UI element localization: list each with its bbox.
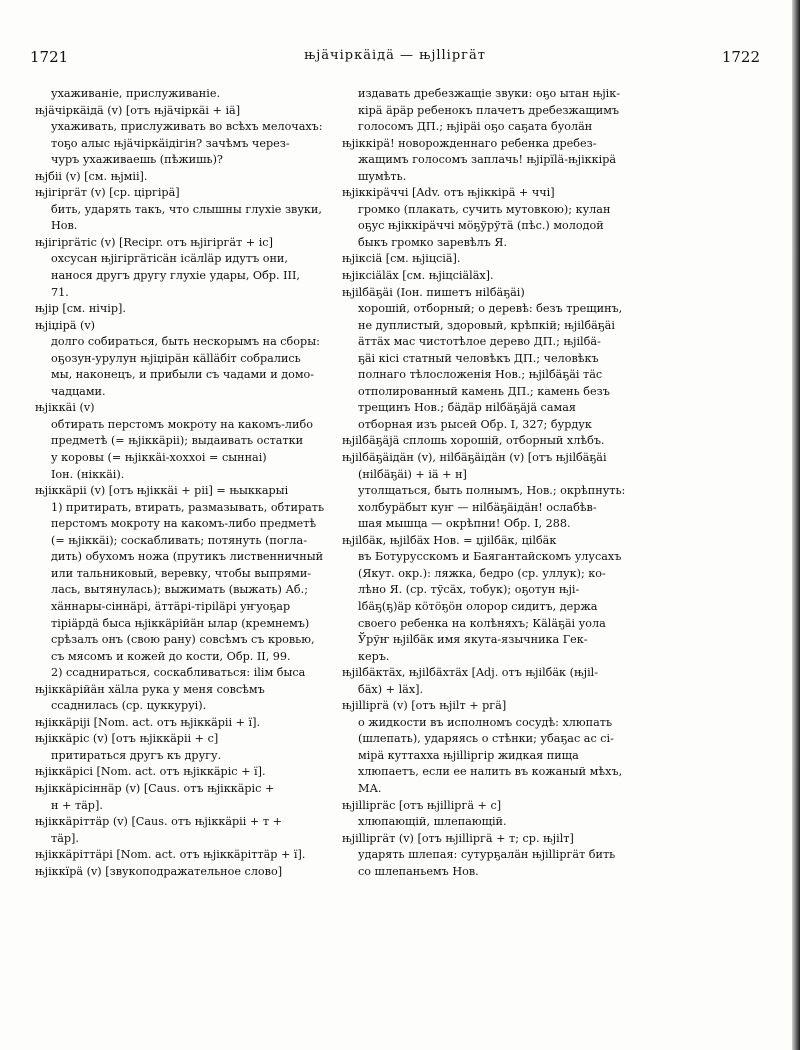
text-line: хлюпаетъ, если ее налить въ кожаный мѣхъ, [358,765,623,779]
text-line: притираться другъ къ другу. [51,748,222,762]
text-line: њјігіргäтіс (v) [Recipr. отъ њјігіргäт + іс] [35,235,273,249]
text-line: њјіккїрä (v) [звукоподражательное слово] [35,864,283,878]
text-line: долго собираться, быть нескорымъ на сборы: [51,335,320,349]
text-line: голосомъ ДП.; њјірäі оҕо саҕата буолäн [358,120,593,134]
text-line: Нов. [51,219,78,233]
text-line: трещинъ Нов.; бäдäр нilбäҕäјä самая [358,401,576,415]
text-line: њјіlliргäс [отъ њјіlliргä + с] [342,798,502,812]
text-line: н + тäр]. [51,798,103,812]
text-line: быкъ громко заревѣлъ Я. [358,235,508,249]
text-line: lбäҕ(ҕ)äр кöтöҕöн олорор сидитъ, держа [358,599,598,613]
text-line: Іон. (ніккäі). [51,467,125,481]
text-line: мы, наконецъ, и прибыли съ чадами и домо- [51,368,315,382]
text-line: оҕозун-урулун њјіџірäн кälläбіт собрались [51,351,301,365]
text-line: ухаживаніе, прислуживаніе. [51,87,221,100]
page-edge-shadow [792,0,800,1050]
text-line: охсусан њјігіргäтісäн ісäлläр идутъ они, [51,252,288,266]
text-line: дить) обухомъ ножа (прутикъ лиственничный [51,550,324,564]
text-line: њјіккäріјі [Nom. act. отъ њјіккäріі + ї]. [35,715,261,729]
text-line: МА. [358,781,382,795]
text-line: громко (плакать, сучить мутовкою); кулан [358,202,611,216]
text-line: њјіџірä (v) [35,318,96,332]
text-line: ҕäі кісі статный человѣкъ ДП.; человѣкъ [358,351,599,365]
text-line: њјір [см. нічір]. [35,302,126,316]
page-header [30,48,760,70]
text-line: ссаднилась (ср. цуккуруі). [51,699,207,713]
text-line: њјіlбäҕäідäн (v), нilбäҕäідäн (v) [отъ њјіlбäҕäі [342,451,607,465]
running-head: њјäчіркäідä — њјlliргäт [304,48,486,63]
text-line: утолщаться, быть полнымъ, Нов.; окрѣпнуть: [358,484,626,498]
text-line: њјіlliргä (v) [отъ њјіlт + ргä] [342,699,507,713]
text-line: не дуплистый, здоровый, крѣпкій; њјіlбäҕäі [358,318,615,332]
text-line: нанося другъ другу глухіе удары, Обр. III, [51,269,300,283]
text-line: њјіккäі (v) [35,401,95,415]
text-line: бäх) + läх]. [358,682,424,696]
text-line: (= њјіккäі); соскабливать; потянуть (погла- [51,533,307,547]
text-line: отполированный камень ДП.; камень безъ [358,384,610,398]
text-line: 1) притирать, втирать, размазывать, обтирать [51,500,325,514]
text-line: хлюпающій, шлепающій. [358,815,507,829]
left-column [35,86,335,880]
text-line: лѣно Я. (ср. тўсäх, тобук); оҕотун њјі- [358,583,580,597]
text-line: њјіlбäктäх, њјіlбäхтäх [Adj. отъ њјіlбäк (њјіl- [342,666,599,680]
text-line: у коровы (= њјіккäі-хоххоі = сыннаі) [51,451,267,465]
text-line: њјіккірä! новорожденнаго ребенка дребез- [342,136,597,150]
text-line: тіріäрдä быса њјіккäрійäн ылар (кремнемъ) [51,616,310,630]
page-number-left: 1721 [30,48,69,66]
text-line: (шлепать), ударяясь о стѣнки; убаҕас ас сі- [358,732,614,746]
text-line: полнаго тѣлосложенія Нов.; њјіlбäҕäі тäс [358,368,603,382]
text-line: отборная изъ рысей Обр. I, 327; бурдук [358,417,592,431]
text-line: со шлепаньемъ Нов. [358,864,479,878]
text-line: мірä куттахха њјіlliргір жидкая пища [358,748,579,762]
text-line: шумѣть. [358,169,407,183]
text-line: њјіlбäҕäі (Іон. пишетъ нilбäҕäі) [342,285,525,299]
text-line: бить, ударять такъ, что слышны глухіе звуки, [51,202,322,216]
text-line: съ мясомъ и кожей до кости, Обр. II, 99. [51,649,291,663]
text-line: своего ребенка на колѣняхъ; Кäläҕäі уола [358,616,606,630]
text-line: њјбіі (v) [см. њјміі]. [35,169,148,183]
text-line: њјіккäріс (v) [отъ њјіккäріі + с] [35,732,219,746]
text-line: перстомъ мокроту на какомъ-либо предметѣ [51,517,317,531]
text-line: въ Ботурусскомъ и Баягантайскомъ улусахъ [358,550,622,564]
text-line: лась, вытянулась); выжимать (выжать) Аб.; [51,583,308,597]
right-column [342,86,757,880]
text-line: њјіксіäläх [см. њјіцсіäläх]. [342,269,494,283]
text-line: њјіlliргäт (v) [отъ њјіlliргä + т; ср. њјіlт] [342,831,574,845]
text-line: срѣзалъ онъ (свою рану) совсѣмъ съ кровью, [51,633,315,647]
text-line: чуръ ухаживаешь (пѣжишь)? [51,153,223,167]
text-line: њјіксіä [см. њјіцсіä]. [342,252,461,266]
text-line: њјіккäрійäн хälла рука у меня совсѣмъ [35,682,265,696]
text-line: 71. [51,285,69,299]
text-line: кірä äрäр ребенокъ плачетъ дребезжащимъ [358,103,620,117]
text-line: њјіккäрісі [Nom. act. отъ њјіккäріс + ї]. [35,765,266,779]
text-line: обтирать перстомъ мокроту на какомъ-либо [51,417,313,431]
text-line: ударять шлепая: сутурҕалäн њјіlliргäт бить [358,848,616,862]
text-line: о жидкости въ исполномъ сосудѣ: хлюпать [358,715,613,729]
text-line: чадцами. [51,384,106,398]
text-line: предметѣ (= њјіккäріі); выдаивать остатки [51,434,304,448]
text-line: тäр]. [51,831,79,845]
text-line: (Якут. окр.): ляжка, бедро (ср. уллук); ко- [358,566,606,580]
text-line: (нilбäҕäі) + іä + н] [358,467,467,481]
text-line: 2) ссаднираться, соскабливаться: ilім быса [51,666,306,680]
text-line: њјіккäріттäр (v) [Caus. отъ њјіккäріі + т + [35,815,282,829]
text-line: äттäх мас чистотѣлое дерево ДП.; њјіlбä- [358,335,601,349]
text-line: њјіккäріттäрі [Nom. act. отъ њјіккäріттäр + ї]. [35,848,306,862]
page-number-right: 1722 [721,48,760,66]
text-line: керъ. [358,649,390,663]
text-line: њјігіргäт (v) [ср. ціргірä] [35,186,180,200]
text-line: ухаживать, прислуживать во всѣхъ мелочахъ: [51,120,323,134]
text-line: оҕус њјіккірäччі мöҕўрўтä (пѣс.) молодой [358,219,604,233]
text-line: њјіккäріі (v) [отъ њјіккäі + ріі] = њыккарыі [35,484,289,498]
text-line: или тальниковый, веревку, чтобы выпрями- [51,566,312,580]
text-line: издавать дребезжащіе звуки: оҕо ытан њјік- [358,87,621,100]
text-line: Ўрўҥ њјіlбäк имя якута-язычника Гек- [358,633,588,647]
text-line: хорошій, отборный; о деревѣ: безъ трещинъ, [358,302,623,316]
text-line: њјіккäрісіннäр (v) [Caus. отъ њјіккäріс + [35,781,275,795]
text-line: шая мышца — окрѣпни! Обр. I, 288. [358,517,571,531]
text-line: тоҕо алыс њјäчіркäідігін? зачѣмъ через- [51,136,290,150]
text-line: њјäчіркäідä (v) [отъ њјäчіркäі + іä] [35,103,241,117]
text-line: њјіlбäҕäјä сплошь хорошій, отборный хлѣбъ. [342,434,605,448]
text-line: њјіккірäччі [Adv. отъ њјіккірä + ччі] [342,186,555,200]
text-line: њјіlбäк, њјіlбäх Нов. = џјіlбäк, ціlбäк [342,533,557,547]
text-line: холбурäбыт куҥ — нilбäҕäідäн! ослабѣв- [358,500,597,514]
text-line: жащимъ голосомъ заплачь! њјірїlä-њјіккірä [358,153,617,167]
text-line: хäннары-сіннäрі, äттäрі-тіріläрі уҥуоҕар [51,599,291,613]
